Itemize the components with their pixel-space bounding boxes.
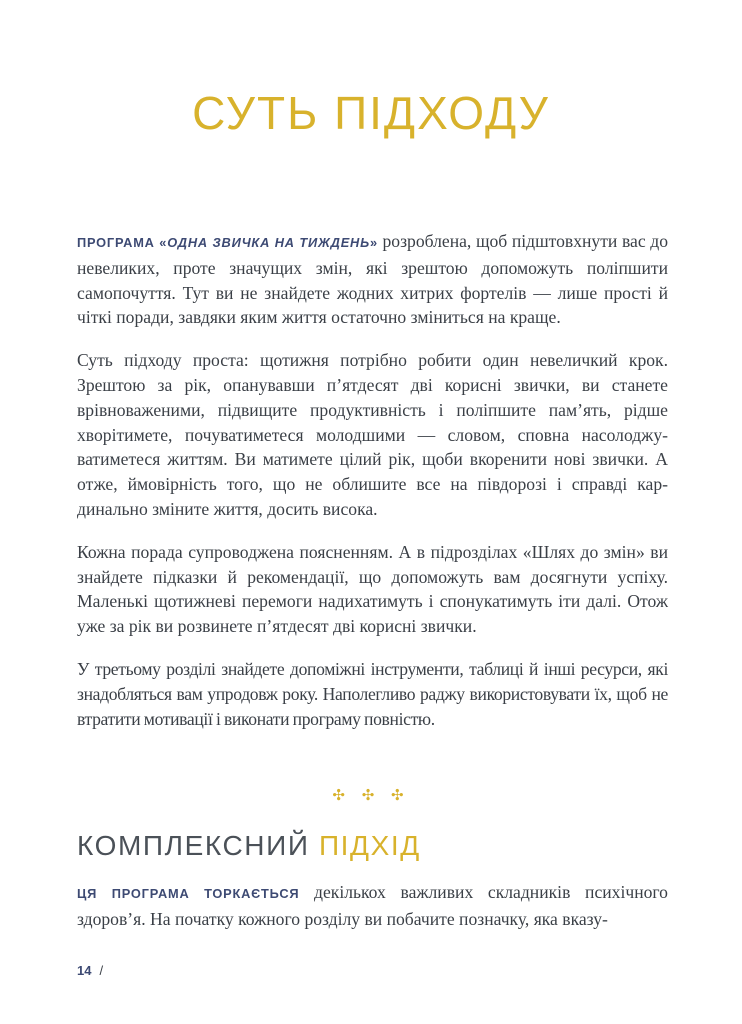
intro-lead-suffix: » — [369, 235, 378, 250]
main-text — [77, 229, 668, 749]
intro-paragraph — [77, 229, 668, 330]
intro-lead — [77, 235, 378, 250]
page-number: 14 — [77, 963, 92, 978]
chapter-title: СУТЬ ПІДХОДУ — [192, 87, 550, 139]
section-divider-ornament: ✣ ✣ ✣ — [332, 786, 410, 804]
section-paragraph — [77, 880, 668, 932]
paragraph-explanation: Кожна порада супроводжена поясненням. А в підрозділах «Шлях до змін» ви знайдете підказки й рекомендації, що допоможуть вам досягнути успіху. Маленькі щотижневі перемоги надихатимуть і спонукатимуть іти далі. Отож уже за рік ви розвинете п’ятдесят дві корисні звички. — [77, 541, 668, 637]
paragraph-resources: У третьому розділі знайдете допоміжні інструменти, таблиці й інші ресурси, які знадобляться вам упродовж року. Наполегливо раджу використовувати їх, щоб не втратити мотивації і виконати програму повністю. — [77, 658, 668, 729]
program-name: ОДНА ЗВИЧКА НА ТИЖДЕНЬ — [167, 235, 370, 250]
section-text — [77, 880, 668, 950]
page-footer — [77, 963, 103, 978]
section-heading-main: КОМПЛЕКСНИЙ — [77, 830, 319, 861]
intro-text: розроблена, щоб підштовхнути вас до невеликих, проте значущих змін, які зрештою допоможуть поліпшити самопочуття. Тут ви не знайдете жодних хитрих фортелів — лише прості й чіткі поради, завдяки яким життя остаточно зміниться на краще. — [77, 231, 669, 328]
section-lead: ЦЯ ПРОГРАМА ТОРКАЄТЬСЯ — [77, 886, 300, 901]
section-body: декількох важливих складників психічного здоров’я. На початку кожного розділу ви побачите позначку, яка вказу- — [77, 882, 668, 929]
page-separator: / — [99, 963, 104, 978]
section-heading — [77, 830, 421, 862]
paragraph-approach: Суть підходу проста: щотижня потрібно робити один невеличкий крок. Зрештою за рік, опанувавши п’ятдесят дві корисні звички, ви станете врівноваженими, підвищите продуктивність і поліпшите пам’ять, рідше хворітимете, почуватиметеся молодшими — словом, сповна насолоджуватиметеся життям. Ви матимете цілий рік, щоби вкоренити нові звички. А отже, ймовірність того, що не облишите все на півдорозі і справді кардинально зміните життя, досить висока. — [77, 350, 668, 519]
section-heading-accent: ПІДХІД — [318, 830, 421, 861]
intro-lead-prefix: ПРОГРАМА « — [77, 235, 168, 250]
